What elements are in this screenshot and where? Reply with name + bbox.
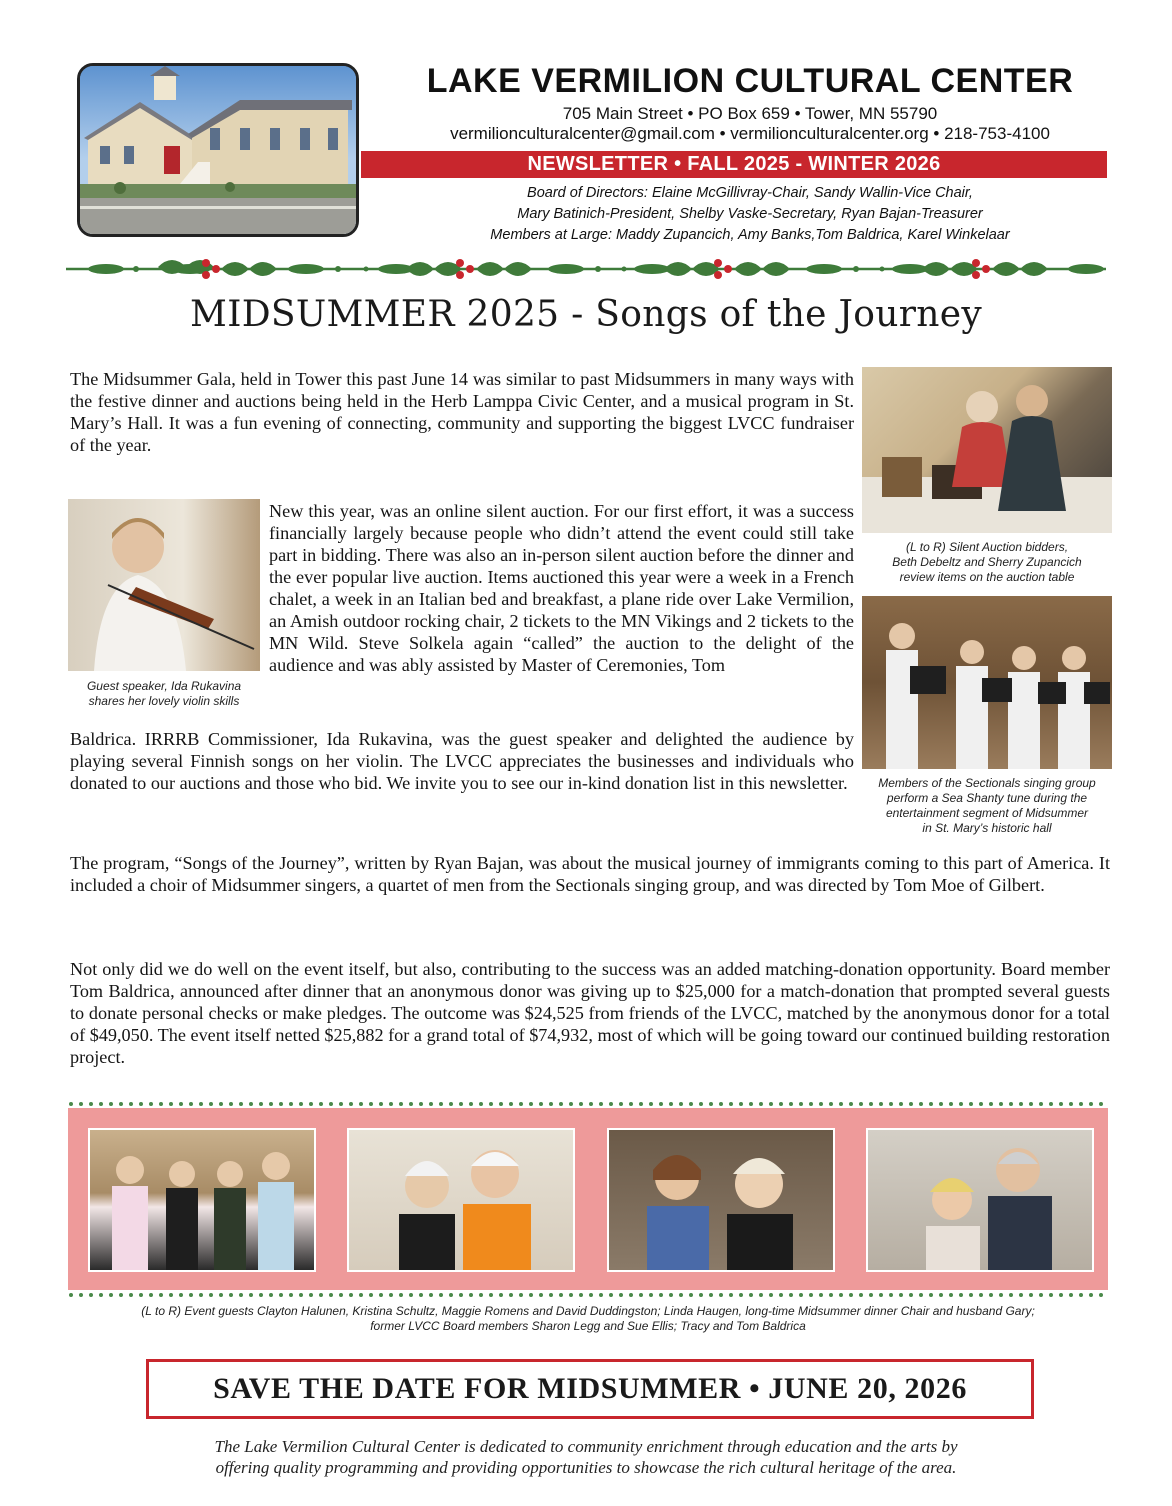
dotted-border-top [68, 1101, 1108, 1107]
auction-photo-art [862, 367, 1112, 533]
street-address: 705 Main Street • PO Box 659 • Tower, MN 55790 [562, 104, 938, 123]
guest-photo-4-art [868, 1130, 1092, 1270]
guest-photo-1-art [90, 1130, 314, 1270]
paragraph-1: The Midsummer Gala, held in Tower this past June 14 was similar to past Midsummers in many ways with the festive dinner and auctions being held in the Herb Lamppa Civic Center, and a musical program in St. Mary’s Hall. It was a fun evening of connecting, community and supporting the biggest LVCC fundraiser of the year. [70, 369, 854, 455]
newsletter-banner: NEWSLETTER • FALL 2025 - WINTER 2026 [361, 151, 1107, 178]
violin-caption [68, 679, 260, 709]
guest-photo-1 [88, 1128, 316, 1272]
strip-caption [68, 1304, 1108, 1334]
auction-caption [862, 540, 1112, 585]
building-illustration [80, 66, 356, 234]
singers-caption [862, 776, 1112, 836]
strip-caption-line-1: (L to R) Event guests Clayton Halunen, Kristina Schultz, Maggie Romens and David Duddingston; Linda Haugen, long-time Midsummer dinner Chair and husband Gary; [141, 1304, 1035, 1318]
organization-name: LAKE VERMILION CULTURAL CENTER [426, 62, 1074, 100]
holly-sprig-1 [158, 259, 277, 279]
violin-caption-line-2: shares her lovely violin skills [88, 694, 240, 708]
guest-photo-2-art [349, 1130, 573, 1270]
violin-caption-line-1: Guest speaker, Ida Rukavina [86, 679, 242, 693]
strip-caption-line-2: former LVCC Board members Sharon Legg and Sue Ellis; Tracy and Tom Baldrica [370, 1319, 806, 1333]
dotted-border-bottom [68, 1292, 1108, 1298]
singers-caption-line-1: Members of the Sectionals singing group [878, 776, 1096, 790]
mission-line-1: The Lake Vermilion Cultural Center is dedicated to community enrichment through education and the arts by [214, 1437, 958, 1456]
paragraph-2-wrap: New this year, was an online silent auction. For our first effort, it was a success financially largely because people who didn’t attend the event could still take part in bidding. There was also an in-person silent auction before the dinner and the ever popular live auction. Items auctioned this year were a week in a French chalet, a week in an Italian bed and breakfast, a plane ride over Lake Vermilion, an Amish outdoor rocking chair, 2 tickets to the MN Vikings and 2 tickets to the MN Wild. Steve Solkela again “called” the auction to the delight of the audience and was ably assisted by Master of Ceremonies, Tom [269, 501, 854, 675]
guest-photo-strip [68, 1108, 1108, 1290]
silent-auction-photo [862, 367, 1112, 533]
auction-caption-line-2: Beth Debeltz and Sherry Zupancich [892, 555, 1082, 569]
holly-sprig-4 [922, 259, 1048, 279]
singers-caption-line-3: entertainment segment of Midsummer [885, 806, 1089, 820]
holly-sprig-2 [406, 259, 532, 279]
paragraph-4: Not only did we do well on the event itself, but also, contributing to the success was an added matching-donation opportunity. Board member Tom Baldrica, announced after dinner that an anonymous donor was giving up to $25,000 for a match-donation that prompted several guests to donate personal checks or make pledges. The outcome was $24,525 from friends of the LVCC, matched by the anonymous donor for a total of $49,050. The event itself netted $25,882 for a grand total of $74,932, most of which will be going toward our continued building restoration project. [70, 959, 1110, 1067]
violin-photo-art [68, 499, 260, 671]
guest-photo-3 [607, 1128, 835, 1272]
sectionals-singers-photo [862, 596, 1112, 769]
mission-line-2: offering quality programming and providing opportunities to showcase the rich cultural heritage of the area. [215, 1458, 957, 1477]
auction-caption-line-1: (L to R) Silent Auction bidders, [905, 540, 1069, 554]
paragraph-2-continued: Baldrica. IRRRB Commissioner, Ida Rukavina, was the guest speaker and delighted the audience by playing several Finnish songs on her violin. The LVCC appreciates the businesses and individuals who donated to our auctions and those who bid. We invite you to see our in-kind donation list in this newsletter. [70, 729, 854, 793]
guest-photo-2 [347, 1128, 575, 1272]
contact-line: vermilionculturalcenter@gmail.com • vermilionculturalcenter.org • 218-753-4100 [450, 124, 1050, 143]
paragraph-3: The program, “Songs of the Journey”, written by Ryan Bajan, was about the musical journey of immigrants coming to this part of America. It included a choir of Midsummer singers, a quartet of men from the Sectionals singing group, and was directed by Tom Moe of Gilbert. [70, 853, 1110, 895]
singers-caption-line-4: in St. Mary’s historic hall [922, 821, 1052, 835]
singers-photo-art [862, 596, 1112, 769]
guest-photo-3-art [609, 1130, 833, 1270]
cultural-center-building-photo [77, 63, 359, 237]
auction-caption-line-3: review items on the auction table [899, 570, 1075, 584]
board-line-1: Board of Directors: Elaine McGillivray-Chair, Sandy Wallin-Vice Chair, [527, 185, 973, 201]
singers-caption-line-2: perform a Sea Shanty tune during the [886, 791, 1088, 805]
board-line-2: Mary Batinich-President, Shelby Vaske-Secretary, Ryan Bajan-Treasurer [517, 206, 983, 222]
violin-speaker-photo [68, 499, 260, 671]
save-the-date-box: SAVE THE DATE FOR MIDSUMMER • JUNE 20, 2026 [146, 1359, 1034, 1419]
article-headline: MIDSUMMER 2025 - Songs of the Journey [190, 294, 982, 335]
board-line-3: Members at Large: Maddy Zupancich, Amy Banks,Tom Baldrica, Karel Winkelaar [490, 227, 1010, 243]
holly-divider [66, 255, 1106, 283]
guest-photo-4 [866, 1128, 1094, 1272]
holly-sprig-3 [664, 259, 790, 279]
